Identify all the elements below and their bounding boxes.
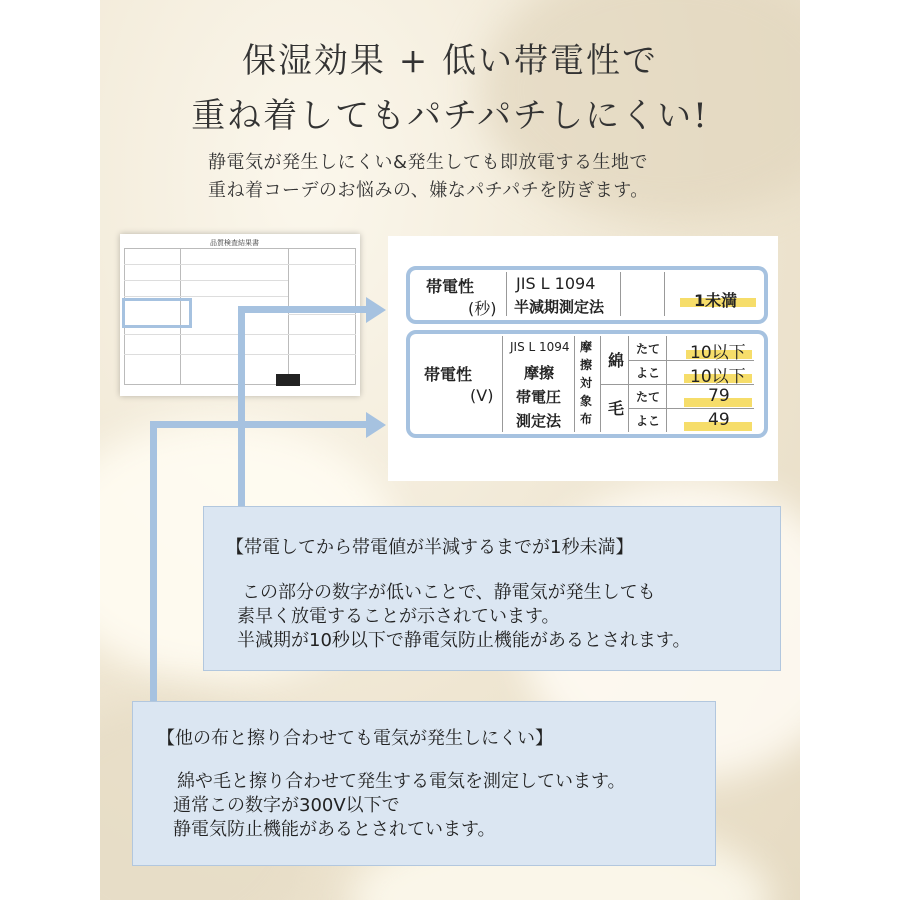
voltage-value-cotton-weft: 10以下	[690, 367, 746, 387]
headline-line2: 重ね着してもパチパチしにくい!	[191, 96, 709, 136]
certificate-title: 品質検査結果書	[210, 239, 259, 247]
voltage-value-cotton-warp: 10以下	[690, 343, 746, 363]
friction-note-heading: 【他の布と擦り合わせても電気が発生しにくい】	[157, 728, 553, 749]
halflife-note-heading: 【帯電してから帯電値が半減するまでが1秒未満】	[226, 537, 634, 558]
subheadline-line2: 重ね着コーデのお悩みの、嫌なパチパチを防ぎます。	[208, 180, 649, 201]
connector-line-2	[150, 421, 157, 704]
subheadline-line1: 静電気が発生しにくい&発生しても即放電する生地で	[208, 152, 649, 173]
certificate-highlight	[122, 298, 192, 328]
voltage-value-wool-weft: 49	[708, 410, 730, 430]
connector-line-1	[238, 308, 245, 506]
friction-note: 【他の布と擦り合わせても電気が発生しにくい】 綿や毛と擦り合わせて発生する電気を測定しています。 通常この数字が300V以下で 静電気防止機能があるとされています。	[132, 701, 716, 866]
arrow-right-icon	[366, 412, 386, 438]
halflife-value: 1未満	[694, 291, 738, 310]
certificate-stamp	[276, 374, 300, 386]
halflife-note: 【帯電してから帯電値が半減するまでが1秒未満】 この部分の数字が低いことで、静電気が発生しても 素早く放電することが示されています。 半減期が10秒以下で静電気防止機能があるとされます。	[203, 506, 781, 671]
voltage-value-wool-warp: 79	[708, 386, 730, 406]
headline-line1: 保湿効果 + 低い帯電性で	[241, 41, 659, 81]
arrow-right-icon	[366, 297, 386, 323]
results-card: 帯電性 (秒) JIS L 1094 半減期測定法 1未満 帯電性 (V) JIS L 1094 摩擦 帯電圧 測定法 摩 擦 対 象 布 綿 毛 たて よこ たて よこ 10以下 10以下 79 49	[388, 236, 778, 481]
